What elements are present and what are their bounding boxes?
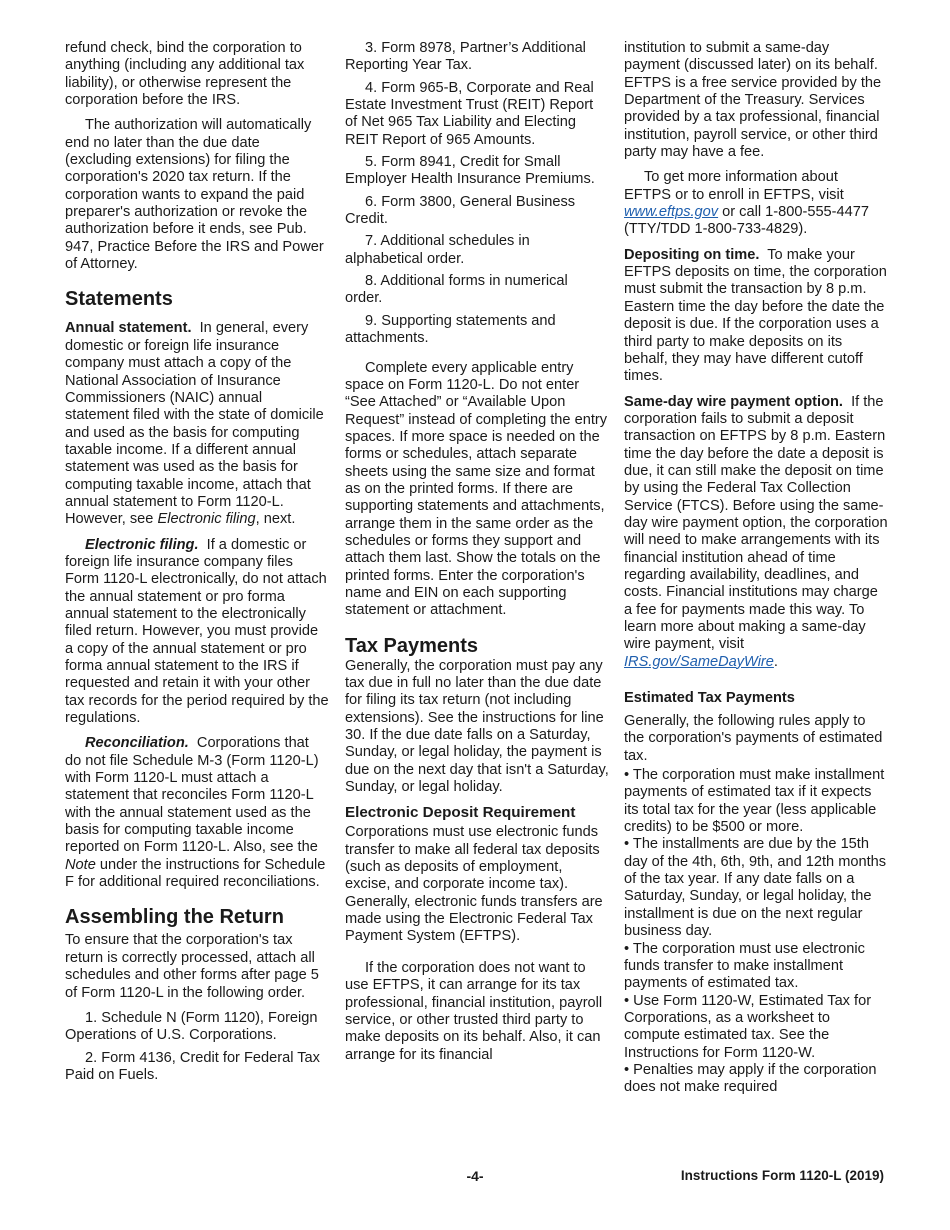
bullet-item: • The corporation must make installment payments of estimated tax if it expects its total tax for the year (less applicable credits) to be $500 or more. <box>624 767 885 836</box>
bullet-item: • The corporation must use electronic funds transfer to make installment payments of estimated tax. <box>624 940 865 992</box>
paragraph-electronic-filing <box>65 537 329 728</box>
text: If the corporation fails to submit a deposit transaction on EFTPS by 8 p.m. Eastern time the day before the date a deposit is due, it can still make the deposit on time by using the Federal Tax Collection Service (FTCS). Before using the same-day wire payment option, the corporation will need to make arrangements with its financial institution ahead of time regarding availability, deadlines, and costs. Financial institutions may charge a fee for payments made this way. To learn more about making a same-day wire payment, visit <box>624 393 888 653</box>
bullet-item: • The installments are due by the 15th day of the 4th, 6th, 9th, and 12th months of the tax year. If any date falls on a Saturday, Sunday, or legal holiday, the installment is due on the next regular business day. <box>624 836 887 940</box>
column-3 <box>624 40 888 1097</box>
page-number: -4- <box>466 1168 484 1184</box>
run-in-heading: Reconciliation. <box>85 735 189 752</box>
paragraph: The authorization will automatically end no later than the due date (excluding extensions) for filing the corporation's 2020 tax return. If the corporation wants to expand the paid preparer's authorization or revoke the authorization before it ends, see Pub. 947, Practice Before the IRS and Power of Attorney. <box>65 117 324 273</box>
paragraph-reconciliation <box>65 735 329 891</box>
paragraph: Complete every applicable entry space on Form 1120-L. Do not enter “See Attached” or “Available Upon Request” instead of completing the entry spaces. If more space is needed on the forms or schedules, attach separate sheets using the same size and format as on the printed forms. If there are supporting statements and attachments, arrange them in the same order as the schedules or forms they support and attach them last. Show the totals on the printed forms. Enter the corporation's name and EIN on each supporting statement or attachment. <box>345 359 608 619</box>
paragraph-same-day-wire <box>624 394 888 672</box>
paragraph: To ensure that the corporation's tax return is correctly processed, attach all schedules and other forms after page 5 of Form 1120-L in the following order. <box>65 932 319 1001</box>
section-heading-assembling: Assembling the Return <box>65 906 284 929</box>
eftps-link[interactable]: www.eftps.gov <box>624 204 719 221</box>
paragraph: Generally, the corporation must pay any tax due in full no later than the due date for filing its tax return (not including extensions). See the instructions for line 30. If the due date falls on a Saturday, Sunday, or legal holiday, the payment is due on the next day that isn't a Saturday, Sunday, or legal holiday. <box>345 657 609 796</box>
run-in-heading: Annual statement. <box>65 320 192 337</box>
section-heading-statements: Statements <box>65 288 173 311</box>
text: , next. <box>255 511 296 528</box>
paragraph-eftps-info <box>624 169 888 238</box>
paragraph-annual-statement <box>65 320 329 528</box>
text: Corporations that do not file Schedule M-3 (Form 1120-L) with Form 1120-L must attach a statement that reconciles Form 1120-L with the annual statement used as the basis for computing taxable income reported on Form 1120-L. Also, see the <box>65 735 319 856</box>
list-item: 2. Form 4136, Credit for Federal Tax Paid on Fuels. <box>65 1049 320 1083</box>
cross-reference: Electronic filing <box>157 511 256 528</box>
text: To get more information about EFTPS or to enroll in EFTPS, visit <box>624 169 844 203</box>
list-item: 8. Additional forms in numerical order. <box>345 273 568 307</box>
footer-document-title: Instructions Form 1120-L (2019) <box>680 1168 884 1183</box>
text: or call 1-800-555-4477 (TTY/TDD 1-800-733-4829). <box>624 204 869 238</box>
paragraph: Corporations must use electronic funds transfer to make all federal tax deposits (such as deposits of employment, excise, and corporate income tax). Generally, electronic funds transfers are made using the Electronic Federal Tax Payment System (EFTPS). <box>345 824 603 945</box>
text: . <box>773 653 778 670</box>
same-day-wire-link[interactable]: IRS.gov/SameDayWire <box>624 653 774 670</box>
run-in-heading: Depositing on time. <box>624 246 760 263</box>
subsection-heading-electronic-deposit: Electronic Deposit Requirement <box>345 804 576 822</box>
run-in-heading: Electronic filing. <box>85 536 199 553</box>
list-item: 9. Supporting statements and attachments. <box>345 312 556 347</box>
text: In general, every domestic or foreign life insurance company must attach a copy of the National Association of Insurance Commissioners (NAIC) annual statement filed with the state of domicile and used as the basis for computing taxable income. If a different annual statement was used as the basis for computing taxable income, attach that annual statement to Form 1120-L. However, see <box>65 320 324 528</box>
bullet-item: • Penalties may apply if the corporation does not make required <box>624 1061 877 1096</box>
list-item: 4. Form 965-B, Corporate and Real Estate Investment Trust (REIT) Report of Net 965 Tax Liability and Electing REIT Report of 965 Amounts. <box>345 79 594 148</box>
subsection-heading-estimated-tax: Estimated Tax Payments <box>624 690 795 707</box>
column-1 <box>65 40 329 1089</box>
section-heading-tax-payments: Tax Payments <box>345 634 479 657</box>
paragraph: institution to submit a same-day payment (discussed later) on its behalf. EFTPS is a free service provided by the Department of the Treasury. Services provided by a tax professional, financial institution, payroll service, or other third party may have a fee. <box>624 40 882 161</box>
list-item: 6. Form 3800, General Business Credit. <box>345 193 576 228</box>
text: under the instructions for Schedule F for additional required reconciliations. <box>65 856 326 891</box>
text: To make your EFTPS deposits on time, the corporation must submit the transaction by 8 p.m. Eastern time the day before the date the deposit is due. If the corporation uses a third party to make deposits on its behalf, they may have different cutoff times. <box>624 246 887 385</box>
paragraph-depositing-on-time <box>624 247 888 386</box>
list-item: 3. Form 8978, Partner’s Additional Reporting Year Tax. <box>345 40 586 74</box>
list-item: 1. Schedule N (Form 1120), Foreign Operations of U.S. Corporations. <box>65 1009 318 1044</box>
bullet-item: • Use Form 1120-W, Estimated Tax for Corporations, as a worksheet to compute estimated tax. See the Instructions for Form 1120-W. <box>624 992 872 1061</box>
paragraph: If the corporation does not want to use EFTPS, it can arrange for its tax professional, financial institution, payroll service, or other trusted third party to make deposits on its behalf. Also, it can arrange for its financial <box>345 959 603 1063</box>
run-in-heading: Same-day wire payment option. <box>624 393 843 410</box>
paragraph: Generally, the following rules apply to the corporation's payments of estimated tax. <box>624 713 883 764</box>
paragraph: refund check, bind the corporation to anything (including any additional tax liability), or otherwise represent the corporation before the IRS. <box>65 40 305 109</box>
list-item: 5. Form 8941, Credit for Small Employer Health Insurance Premiums. <box>345 154 595 188</box>
column-2 <box>345 40 609 1072</box>
text: If a domestic or foreign life insurance company files Form 1120-L electronically, do not attach the annual statement or pro forma annual statement to the electronically filed return. However, you must provide a copy of the annual statement or pro forma annual statement to the IRS if requested and retain it with your other tax records for the period required by the regulations. <box>65 536 329 727</box>
list-item: 7. Additional schedules in alphabetical order. <box>345 233 530 267</box>
note-reference: Note <box>65 856 96 873</box>
